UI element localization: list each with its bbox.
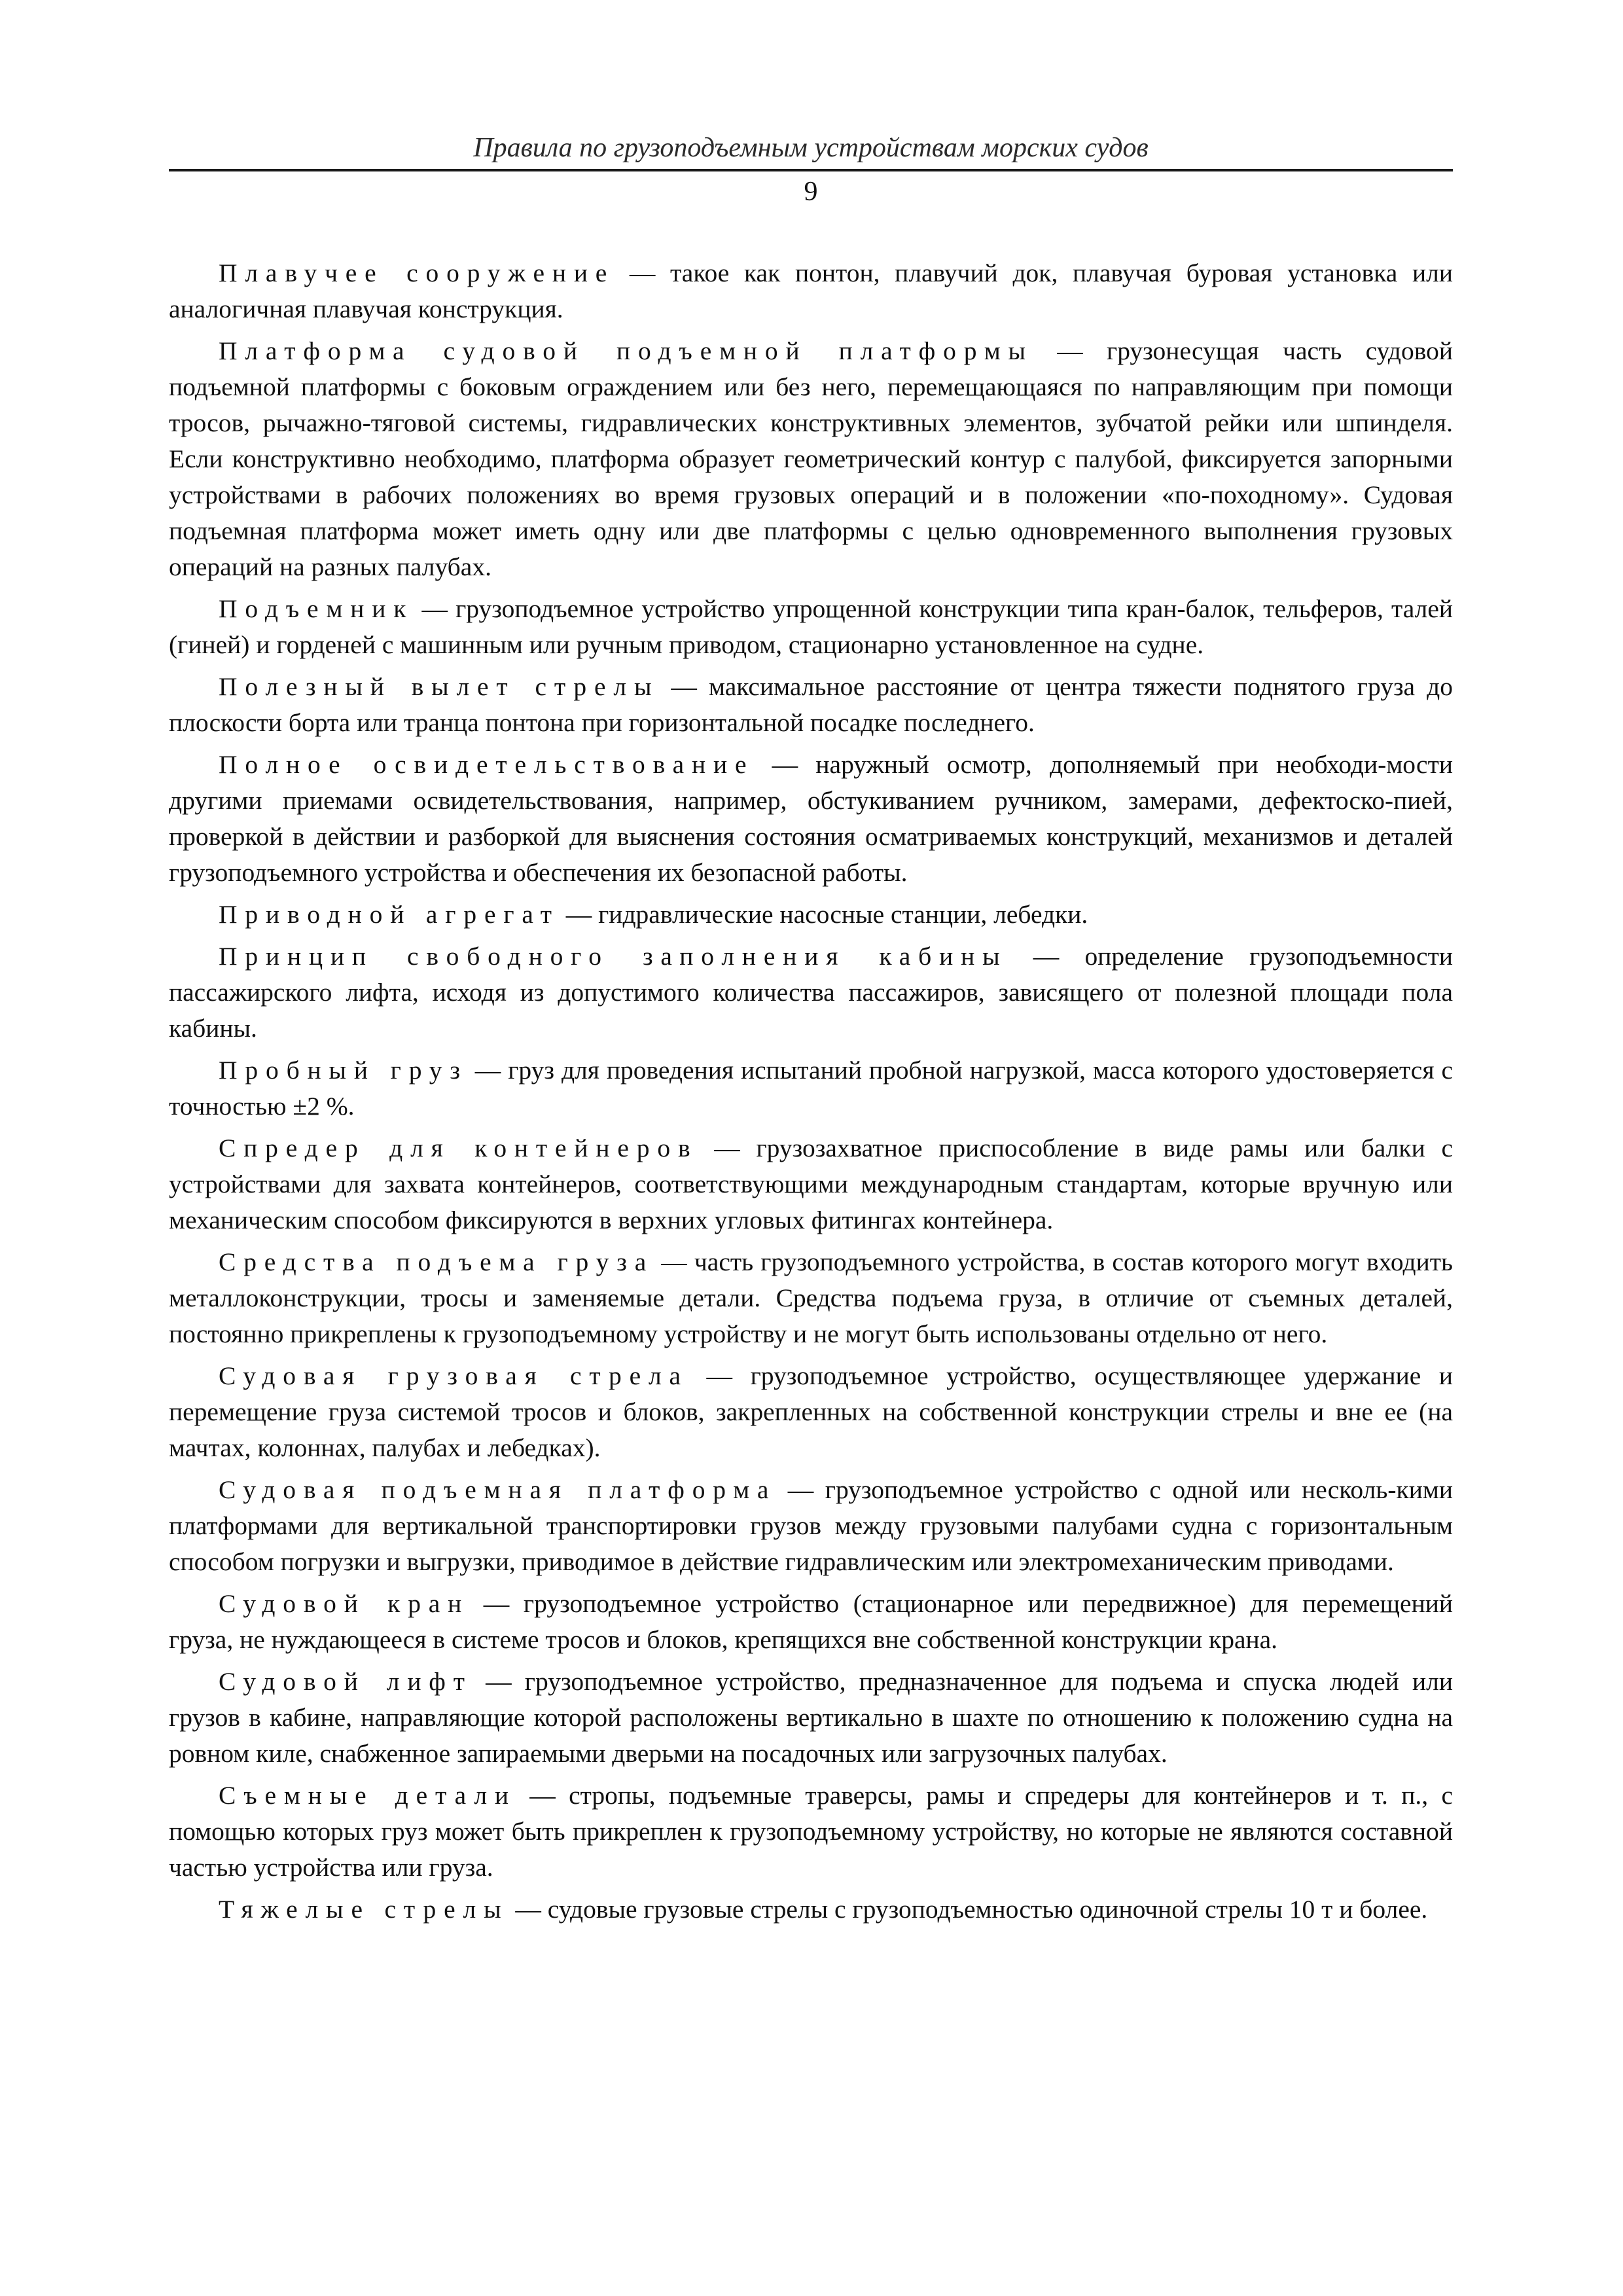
definition-term: Плавучее сооружение: [219, 259, 615, 287]
definition-term: Судовой кран: [219, 1589, 470, 1618]
definition-entry: [169, 1778, 1453, 1886]
definition-term: Тяжелые стрелы: [219, 1895, 509, 1924]
definition-term: Принцип свободного заполнения кабины: [219, 942, 1008, 971]
definition-text: — судовые грузовые стрелы с грузоподъемностью одиночной стрелы 10 т и более.: [508, 1895, 1428, 1924]
definition-entry: [169, 1130, 1453, 1238]
definition-text: — наружный осмотр, дополняемый при необходи-мости другими приемами освидетельствования, например, обстукиванием ручником, замерами, дефектоско-пией, проверкой в действии и разборкой для выяснения состояния осматриваемых конструкций, механизмов и деталей грузоподъемного устройства и обеспечения их безопасной работы.: [169, 750, 1453, 887]
definition-entry: [169, 939, 1453, 1047]
definition-text: — грузозахватное приспособление в виде рамы или балки с устройствами для захвата контейнеров, соответствующими международным стандартам, которые вручную или механическим способом фиксируются в верхних угловых фитингах контейнера.: [169, 1134, 1454, 1234]
definition-term: Судовая подъемная платформа: [219, 1475, 777, 1504]
definition-text: — максимальное расстояние от центра тяжести поднятого груза до плоскости борта или транца понтона при горизонтальной посадке последнего.: [169, 672, 1453, 737]
definition-entry: [169, 897, 1453, 933]
header-rule: [169, 169, 1453, 171]
definition-entry: [169, 591, 1453, 663]
definition-text: — гидравлические насосные станции, лебедки.: [559, 900, 1088, 929]
definition-entry: [169, 669, 1453, 741]
definition-term: Пробный груз: [219, 1056, 468, 1085]
definition-term: Подъемник: [219, 594, 414, 623]
definition-entry: [169, 1358, 1453, 1466]
definition-entry: [169, 255, 1453, 327]
definition-entry: [169, 333, 1453, 585]
definition-entry: [169, 1586, 1453, 1658]
definition-text: — определение грузоподъемности пассажирского лифта, исходя из допустимого количества пассажиров, зависящего от полезной площади пола кабины.: [169, 942, 1453, 1043]
definition-entry: [169, 1244, 1453, 1352]
definition-text: — грузонесущая часть судовой подъемной платформы с боковым ограждением или без него, перемещающаяся по направляющим при помощи тросов, рычажно-тяговой системы, гидравлических конструктивных элементов, зубчатой рейки или шпинделя. Если конструктивно необходимо, платформа образует геометрический контур с палубой, фиксируется запорными устройствами в рабочих положениях во время грузовых операций и в положении «по-походному». Судовая подъемная платформа может иметь одну или две платформы с целью одновременного выполнения грузовых операций на разных палубах.: [169, 336, 1453, 581]
definitions-list: [169, 255, 1453, 1928]
running-header: Правила по грузоподъемным устройствам морских судов: [473, 133, 1149, 163]
definition-entry: [169, 1472, 1453, 1580]
definition-text: — часть грузоподъемного устройства, в состав которого могут входить металлоконструкции, тросы и заменяемые детали. Средства подъема груза, в отличие от съемных деталей, постоянно прикреплены к грузоподъемному устройству и не могут быть использованы отдельно от него.: [169, 1247, 1453, 1348]
definition-text: — стропы, подъемные траверсы, рамы и спредеры для контейнеров и т. п., с помощью которых груз может быть прикреплен к грузоподъемному устройству, но которые не являются составной частью устройства или груза.: [169, 1781, 1453, 1882]
definition-text: — грузоподъемное устройство (стационарное или передвижное) для перемещений груза, не нуждающееся в системе тросов и блоков, крепящихся вне собственной конструкции крана.: [169, 1589, 1453, 1654]
definition-text: — грузоподъемное устройство упрощенной конструкции типа кран-балок, тельферов, талей (гиней) и горденей с машинным или ручным приводом, стационарно установленное на судне.: [169, 594, 1453, 659]
definition-entry: [169, 1664, 1453, 1772]
definition-entry: [169, 1892, 1453, 1928]
definition-term: Средства подъема груза: [219, 1247, 654, 1276]
definition-term: Приводной агрегат: [219, 900, 560, 929]
definition-text: — грузоподъемное устройство, предназначенное для подъема и спуска людей или грузов в кабине, направляющие которой расположены вертикально в шахте по отношению к положению судна на ровном киле, снабженное запираемыми дверьми на посадочных или загрузочных палубах.: [169, 1667, 1454, 1768]
definition-term: Съемные детали: [219, 1781, 516, 1810]
definition-entry: [169, 1052, 1453, 1124]
definition-term: Полное освидетельствование: [219, 750, 755, 779]
definition-entry: [169, 747, 1453, 891]
definition-term: Платформа судовой подъемной платформы: [219, 336, 1033, 365]
definition-term: Судовая грузовая стрела: [219, 1361, 688, 1390]
page-number: 9: [804, 177, 818, 207]
definition-term: Спредер для контейнеров: [219, 1134, 698, 1162]
definition-term: Судовой лифт: [219, 1667, 473, 1696]
definition-text: — грузоподъемное устройство, осуществляющее удержание и перемещение груза системой тросов и блоков, закрепленных на собственной конструкции стрелы и вне ее (на мачтах, колоннах, палубах и лебедках).: [169, 1361, 1453, 1462]
document-page: [169, 131, 1453, 1933]
definition-text: — грузоподъемное устройство с одной или несколь-кими платформами для вертикальной транспортировки грузов между грузовыми палубами судна с горизонтальным способом погрузки и выгрузки, приводимое в действие гидравлическим или электромеханическим приводами.: [169, 1475, 1454, 1576]
definition-text: — такое как понтон, плавучий док, плавучая буровая установка или аналогичная плавучая конструкция.: [169, 259, 1453, 323]
definition-text: — груз для проведения испытаний пробной нагрузкой, масса которого удостоверяется с точностью ±2 %.: [169, 1056, 1453, 1121]
definition-term: Полезный вылет стрелы: [219, 672, 660, 701]
